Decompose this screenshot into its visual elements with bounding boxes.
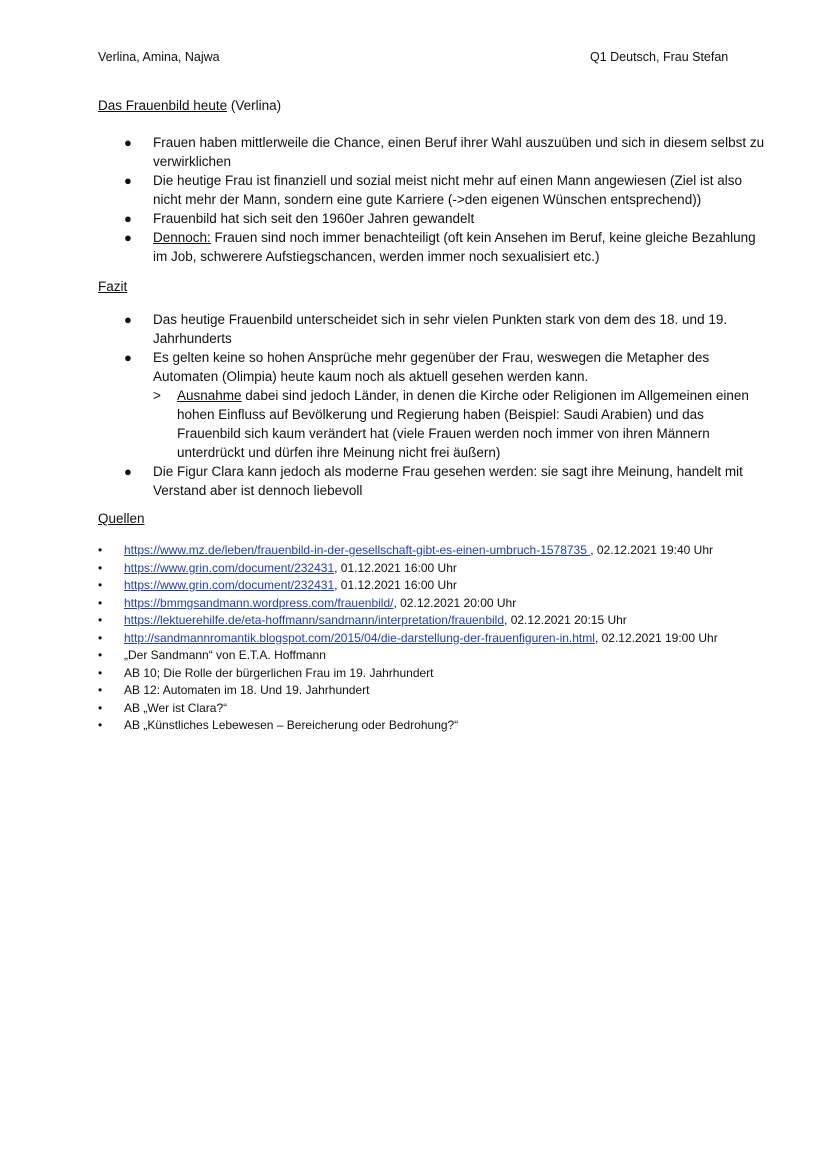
list-item-text: Es gelten keine so hohen Ansprüche mehr gegenüber der Frau, weswegen die Metapher des Automaten (Olimpia) heute kaum noch als aktuell gesehen werden kann. [153,350,710,384]
source-date: , 01.12.2021 16:00 Uhr [334,578,457,592]
bullet-icon: ● [124,135,132,150]
source-link[interactable]: https://www.grin.com/document/232431 [124,560,335,575]
sub-list-item [100,386,770,462]
source-text: AB „Künstliches Lebewesen – Bereicherung oder Bedrohung?“ [124,718,459,732]
bullet-icon: ● [124,312,132,327]
source-item [98,630,718,648]
bullet-list-frauenbild [100,133,770,266]
bullet-icon: ● [124,230,132,245]
bullet-icon: • [98,683,103,697]
header-course: Q1 Deutsch, Frau Stefan [590,50,729,64]
source-item [98,665,718,683]
section-heading-fazit [98,279,127,294]
source-date: , 02.12.2021 20:00 Uhr [393,595,517,610]
list-item-lead: Dennoch: [153,230,211,245]
list-item [100,310,770,348]
sub-item-text: dabei sind jedoch Länder, in denen die Kirche oder Religionen im Allgemeinen einen hohen Einfluss auf Bevölkerung und Regierung haben (Beispiel: Saudi Arabien) und das Frauenbild sich kaum verändert hat (viele Frauen werden noch immer von ihren Männern unterdrückt und dürfen ihre Meinung nicht frei äußern) [177,388,749,460]
source-link[interactable]: https://www.mz.de/leben/frauenbild-in-der-gesellschaft-gibt-es-einen-umbruch-1578735 [124,543,591,557]
section-title: Fazit [98,279,128,294]
source-date: , 02.12.2021 19:40 Uhr [590,543,714,557]
bullet-icon: • [98,700,103,715]
arrow-marker-icon: > [153,388,161,403]
source-text: AB 10; Die Rolle der bürgerlichen Frau im 19. Jahrhundert [124,665,434,680]
bullet-icon: ● [124,173,132,188]
bullet-icon: • [98,613,103,627]
list-item-text: Die heutige Frau ist finanziell und sozial meist nicht mehr auf einen Mann angewiesen (Ziel ist also nicht mehr der Mann, sondern eine gute Karriere (->den eigenen Wünschen entsprechend)) [153,173,743,207]
source-text: AB 12: Automaten im 18. Und 19. Jahrhundert [124,683,370,697]
source-item [98,682,718,700]
list-item [100,348,770,386]
source-link[interactable]: https://www.grin.com/document/232431 [124,578,335,592]
source-item [98,717,718,735]
section-heading-quellen [98,511,145,526]
bullet-icon: • [98,560,103,575]
source-link[interactable]: http://sandmannromantik.blogspot.com/2015/04/die-darstellung-der-frauenfiguren-in.html [124,630,595,645]
bullet-icon: ● [124,211,132,226]
source-item [98,595,718,613]
source-item [98,612,718,630]
bullet-icon: • [98,578,103,592]
list-item-text: Frauen haben mittlerweile die Chance, einen Beruf ihrer Wahl auszuüben und sich in diesem selbst zu verwirklichen [153,135,765,169]
source-item [98,560,718,578]
bullet-list-fazit [100,310,770,500]
bullet-icon: • [98,630,103,645]
source-date: , 02.12.2021 19:00 Uhr [594,630,718,645]
section-title: Das Frauenbild heute [98,98,228,113]
bullet-icon: ● [124,464,132,479]
source-item [98,647,718,665]
list-item [100,209,770,228]
list-item [100,462,770,500]
header-authors: Verlina, Amina, Najwa [98,50,220,64]
list-item-text: Frauen sind noch immer benachteiligt (oft kein Ansehen im Beruf, keine gleiche Bezahlung im Job, schwerere Aufstiegschancen, werden immer noch sexualisiert etc.) [153,230,756,264]
sources-list [98,542,718,735]
bullet-icon: • [98,595,103,610]
source-item [98,577,718,595]
source-link[interactable]: https://lektuerehilfe.de/eta-hoffmann/sandmann/interpretation/frauenbild [124,613,505,627]
list-item-text: Die Figur Clara kann jedoch als moderne Frau gesehen werden: sie sagt ihre Meinung, handelt mit Verstand aber ist dennoch liebevoll [153,464,743,498]
bullet-icon: • [98,665,103,680]
source-date: , 01.12.2021 16:00 Uhr [334,560,457,575]
source-date: , 02.12.2021 20:15 Uhr [504,613,627,627]
section-title-suffix: (Verlina) [227,98,282,113]
source-link[interactable]: https://bmmgsandmann.wordpress.com/frauenbild/ [124,595,394,610]
source-text: „Der Sandmann“ von E.T.A. Hoffmann [124,648,326,662]
bullet-icon: ● [124,350,132,365]
source-item [98,542,718,560]
section-heading-frauenbild [98,98,281,113]
list-item-text: Das heutige Frauenbild unterscheidet sich in sehr vielen Punkten stark von dem des 18. und 19. Jahrhunderts [153,312,728,346]
bullet-icon: • [98,718,103,732]
source-item [98,700,718,718]
list-item [100,171,770,209]
source-text: AB „Wer ist Clara?“ [124,700,228,715]
section-title: Quellen [98,511,145,526]
bullet-icon: • [98,543,103,557]
bullet-icon: • [98,648,103,662]
sub-item-lead: Ausnahme [177,388,242,403]
list-item [100,228,770,266]
list-item [100,133,770,171]
list-item-text: Frauenbild hat sich seit den 1960er Jahren gewandelt [153,211,475,226]
